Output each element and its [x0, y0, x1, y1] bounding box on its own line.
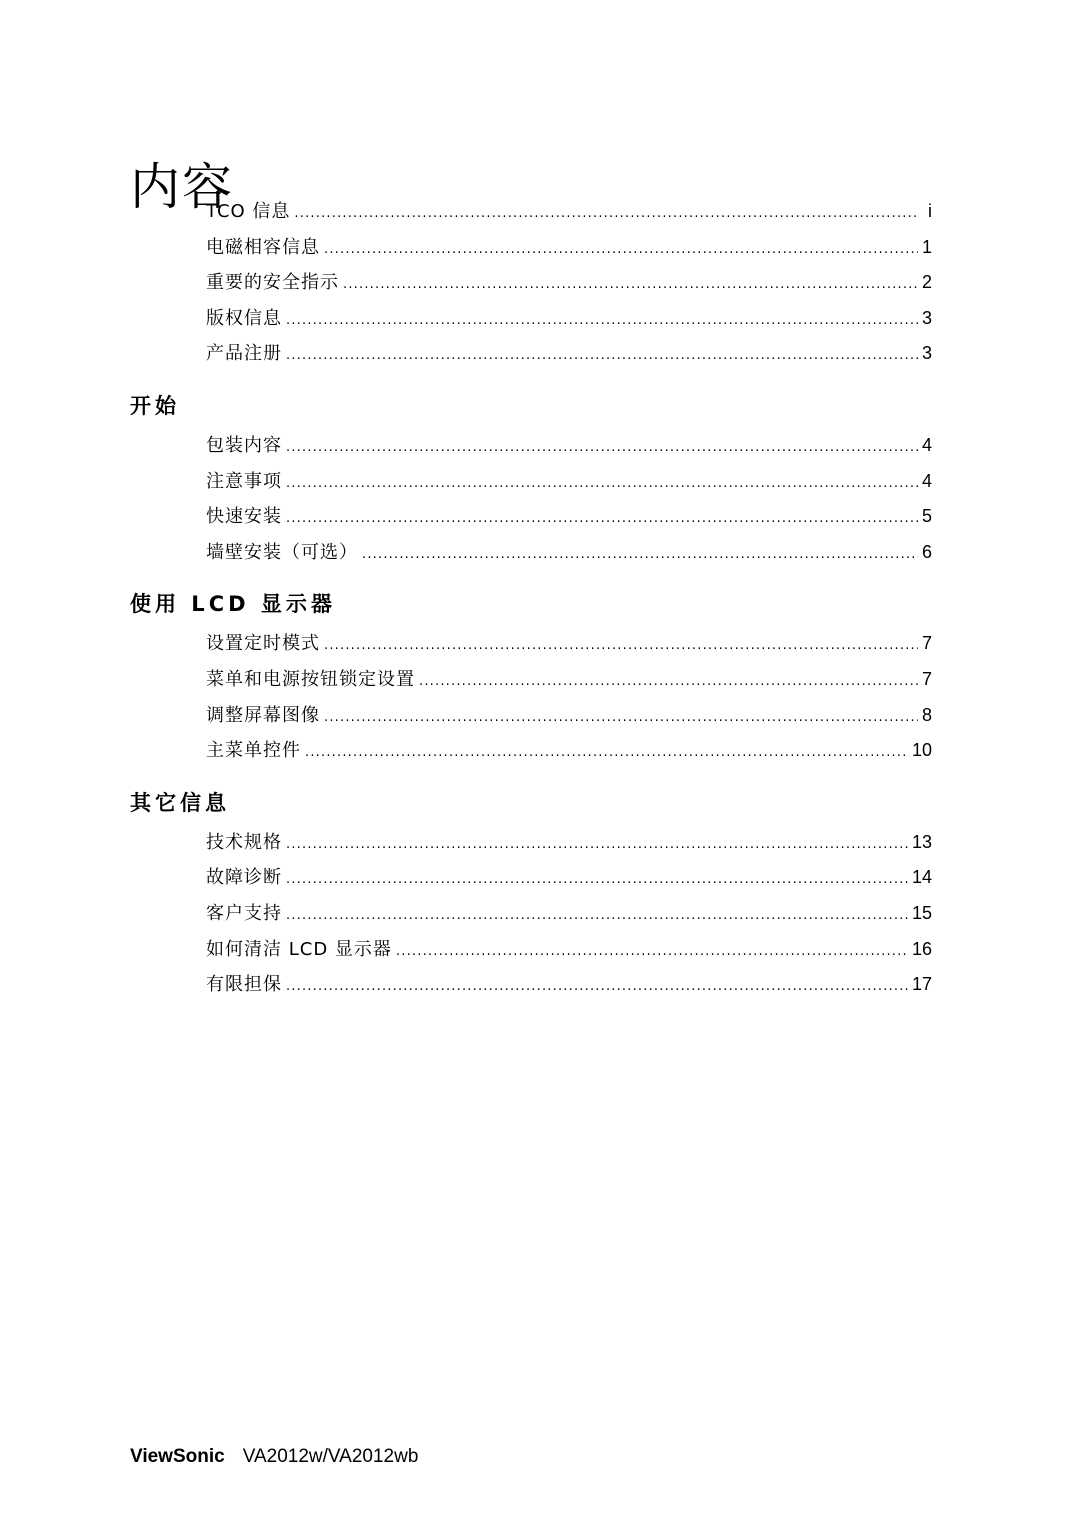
toc-entry-label: 墙壁安装（可选） — [206, 541, 358, 563]
toc-entry[interactable] — [130, 896, 932, 932]
toc-group-getting-started — [130, 386, 932, 570]
toc-entry-page: 1 — [921, 236, 932, 257]
toc-entry-page: 3 — [921, 343, 932, 364]
toc-entry[interactable] — [130, 230, 932, 266]
toc-entry-label: 调整屏幕图像 — [206, 704, 320, 726]
toc-entry-page: 6 — [921, 541, 932, 562]
dot-leader — [396, 934, 908, 970]
model-name: VA2012w/VA2012wb — [242, 1446, 419, 1467]
dot-leader — [362, 537, 918, 573]
toc-entry[interactable] — [130, 698, 932, 734]
dot-leader — [286, 303, 918, 339]
toc-entries — [130, 194, 932, 372]
dot-leader — [286, 430, 918, 466]
toc-entry[interactable] — [130, 932, 932, 968]
toc-entry-page: 13 — [911, 831, 932, 852]
toc-entry-label: 菜单和电源按钮锁定设置 — [206, 668, 415, 690]
dot-leader — [324, 700, 918, 736]
dot-leader — [286, 338, 918, 374]
toc-entry-label: 包装内容 — [206, 434, 282, 456]
toc-group-using-lcd — [130, 584, 932, 768]
toc-entry-label: 快速安装 — [206, 506, 282, 528]
toc-entry-label: 技术规格 — [206, 831, 282, 853]
toc-entry[interactable] — [130, 825, 932, 861]
toc-entry-label: 有限担保 — [206, 974, 282, 996]
toc-entry-label: 故障诊断 — [206, 867, 282, 889]
dot-leader — [305, 735, 908, 771]
toc-entry-page: 16 — [911, 938, 932, 959]
section-heading: 其它信息 — [130, 790, 230, 815]
toc-entry-page: 8 — [921, 704, 932, 725]
toc-entry-label: 主菜单控件 — [206, 740, 301, 762]
toc-entry-page: 4 — [921, 434, 932, 455]
toc-entry-page: 7 — [921, 668, 932, 689]
toc-entry[interactable] — [130, 499, 932, 535]
section-heading: 使用 LCD 显示器 — [130, 592, 336, 617]
dot-leader — [324, 628, 918, 664]
toc-entry[interactable] — [130, 967, 932, 1003]
toc-entry[interactable] — [130, 860, 932, 896]
dot-leader — [286, 501, 918, 537]
toc-entry-label: 如何清洁 LCD 显示器 — [206, 938, 392, 960]
dot-leader — [343, 267, 918, 303]
toc-entry-page: 5 — [921, 506, 932, 527]
dot-leader — [286, 862, 908, 898]
toc-entry[interactable] — [130, 535, 932, 571]
page-footer — [130, 1446, 418, 1468]
toc-group-intro — [130, 194, 932, 372]
toc-entry-page: 15 — [911, 902, 932, 923]
toc-entry-page: i — [928, 201, 932, 221]
toc-entry[interactable] — [130, 662, 932, 698]
toc-entry-label: 版权信息 — [206, 307, 282, 329]
toc-entry-page: 17 — [911, 974, 932, 995]
toc-entry-page: 3 — [921, 307, 932, 328]
toc-entries — [130, 825, 932, 1003]
page-title: 内容 — [130, 157, 234, 216]
section-heading: 开始 — [130, 393, 180, 418]
toc-group-other-info — [130, 783, 932, 1003]
toc-entries — [130, 428, 932, 570]
toc-entry-page: 14 — [911, 867, 932, 888]
table-of-contents — [130, 194, 932, 1003]
toc-entry-label: 产品注册 — [206, 343, 282, 365]
toc-entry-label: 客户支持 — [206, 902, 282, 924]
toc-entry[interactable] — [130, 194, 932, 230]
toc-entry[interactable] — [130, 626, 932, 662]
dot-leader — [286, 898, 908, 934]
toc-entry[interactable] — [130, 733, 932, 769]
toc-entry-label: 重要的安全指示 — [206, 272, 339, 294]
toc-entry-label: TCO 信息 — [206, 201, 291, 222]
toc-entry-label: 注意事项 — [206, 470, 282, 492]
toc-entry-label: 设置定时模式 — [206, 633, 320, 655]
brand-name: ViewSonic — [130, 1446, 225, 1467]
toc-entry[interactable] — [130, 336, 932, 372]
dot-leader — [324, 232, 918, 268]
dot-leader — [286, 466, 918, 502]
toc-entry[interactable] — [130, 428, 932, 464]
toc-entry[interactable] — [130, 265, 932, 301]
toc-entry-label: 电磁相容信息 — [206, 236, 320, 258]
dot-leader — [419, 664, 918, 700]
dot-leader — [286, 969, 908, 1005]
dot-leader — [286, 827, 908, 863]
toc-entry-page: 7 — [921, 633, 932, 654]
toc-entry-page: 2 — [921, 272, 932, 293]
toc-entry[interactable] — [130, 464, 932, 500]
toc-entry[interactable] — [130, 301, 932, 337]
toc-entry-page: 10 — [911, 740, 932, 761]
dot-leader — [294, 196, 918, 232]
toc-entry-page: 4 — [921, 470, 932, 491]
toc-entries — [130, 626, 932, 768]
